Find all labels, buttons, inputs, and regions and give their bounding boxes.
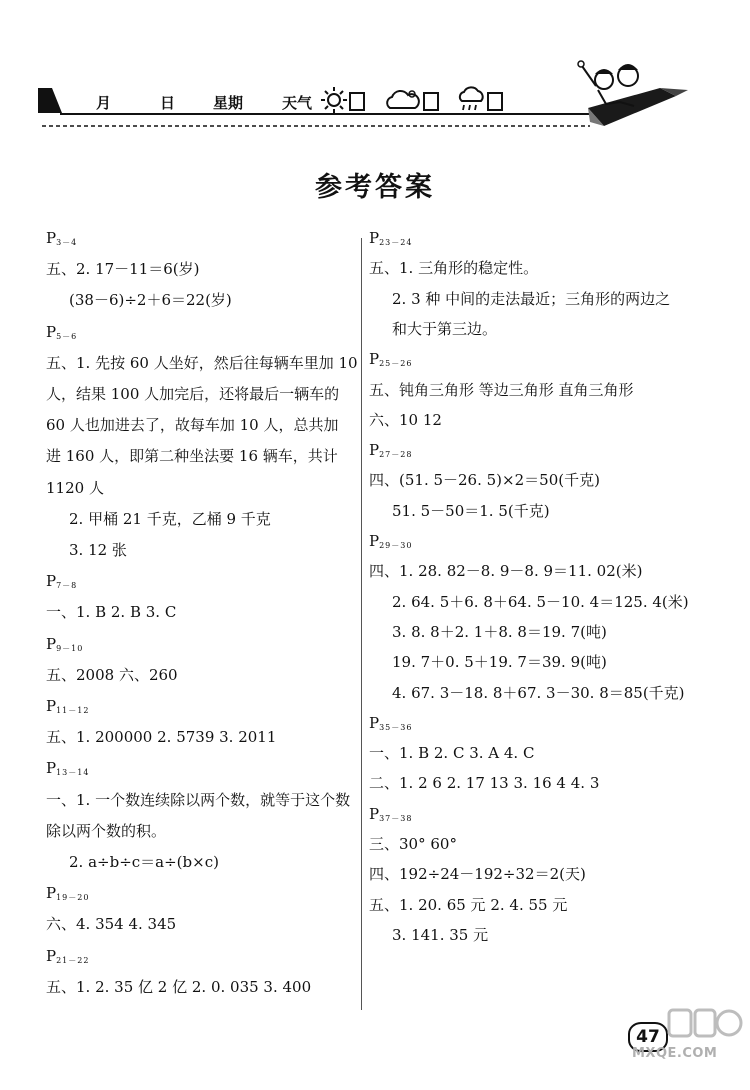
page-ref-letter: P [46,229,57,247]
page-ref-label [369,804,412,824]
page-ref-range: 13－14 [56,768,90,778]
page-ref-range: 5－6 [56,331,78,341]
page-number: 47 [628,1022,668,1052]
answer-line: 五、2008 六、260 [46,665,178,684]
page-ref-label [369,349,412,369]
cloud-checkbox[interactable] [423,92,439,111]
answer-line: 四、192÷24－192÷32＝2(天) [369,865,586,884]
page-ref-range: 21－22 [56,955,90,965]
page-ref-label [46,571,77,591]
page-ref-label [46,946,89,966]
answer-line: 2. 甲桶 21 千克，乙桶 9 千克 [69,509,271,528]
page-ref-letter: P [369,713,380,732]
page-ref-label [369,228,412,248]
month-label: 月 [96,94,112,112]
page-ref-label [369,531,412,551]
page-ref-letter: P [46,946,57,965]
answer-line: (38－6)÷2＋6＝22(岁) [69,291,232,310]
answer-line: 除以两个数的积。 [46,821,167,840]
page-ref-label [46,634,83,654]
page-ref-range: 35－36 [379,722,413,732]
page-ref-range: 9－10 [56,643,84,653]
answer-line: 3. 8. 8＋2. 1＋8. 8＝19. 7(吨) [392,622,607,641]
watermark-logo [665,1004,745,1044]
page-ref-letter: P [369,350,380,369]
pencil-kids-illustration [578,61,688,126]
page-ref-letter: P [369,441,380,460]
answer-line: 4. 67. 3－18. 8＋67. 3－30. 8＝85(千克) [392,683,685,702]
answer-line: 二、1. 2 6 2. 17 13 3. 16 4 4. 3 [369,774,600,793]
page-ref-letter: P [46,322,57,341]
answer-line: 四、(51. 5－26. 5)×2＝50(千克) [369,471,600,490]
answer-line: 60 人也加进去了，故每车加 10 人，总共加 [46,416,339,435]
page-ref-range: 3－4 [56,238,78,247]
answer-line: 一、1. B 2. B 3. C [46,603,177,622]
page-ref-letter: P [46,634,57,653]
answer-line: 3. 141. 35 元 [392,925,489,944]
page-ref-letter: P [369,804,380,823]
answer-line: 五、2. 17－11＝6(岁) [46,260,200,279]
page-ref-letter: P [46,884,57,903]
page-ref-label [369,713,412,733]
answer-line: 三、30° 60° [369,835,457,853]
answer-line: 一、1. 一个数连续除以两个数，就等于这个数 [46,790,351,809]
page-ref-range: 29－30 [379,541,413,550]
page-ref-label [46,696,89,716]
answer-line: 四、1. 28. 82－8. 9－8. 9＝11. 02(米) [369,562,643,581]
page-ref-letter: P [46,572,57,591]
page-ref-label [46,883,89,903]
answer-line: 六、10 12 [369,410,442,429]
page-ref-range: 25－26 [379,359,413,369]
answer-line: 进 160 人，即第二种坐法要 16 辆车，共计 [46,447,338,466]
day-label: 日 [160,94,176,112]
weather-label: 天气 [282,94,313,112]
answer-line: 3. 12 张 [69,541,127,559]
answer-line: 51. 5－50＝1. 5(千克) [392,501,550,520]
answer-line: 2. 64. 5＋6. 8＋64. 5－10. 4＝125. 4(米) [392,592,689,611]
sun-icon [320,86,348,114]
sun-checkbox[interactable] [349,92,365,111]
answer-line: 2. 3 种 中间的走法最近；三角形的两边之 [392,289,671,308]
page-ref-range: 23－24 [379,238,413,247]
page-ref-range: 11－12 [56,706,90,715]
page-ref-label [46,758,89,778]
rain-checkbox[interactable] [487,92,503,111]
page-ref-range: 19－20 [56,893,90,903]
answer-line: 五、1. 200000 2. 5739 3. 2011 [46,728,277,747]
answer-line: 人，结果 100 人加完后，还将最后一辆车的 [46,385,340,403]
answer-line: 一、1. B 2. C 3. A 4. C [369,744,535,763]
page-ref-label [46,322,77,342]
weekday-label: 星期 [213,94,244,112]
page-ref-range: 37－38 [379,813,413,823]
answer-line: 五、1. 先按 60 人坐好，然后往每辆车里加 10 [46,353,358,372]
cloud-icon [383,88,421,112]
answer-line: 1120 人 [46,478,104,497]
page-ref-label [46,228,77,248]
page-ref-label [369,440,412,460]
answer-line: 五、1. 三角形的稳定性。 [369,259,539,278]
page-ref-range: 7－8 [56,581,78,591]
column-divider [361,238,362,1010]
page-ref-range: 27－28 [379,450,413,460]
page-title: 参考答案 [315,172,435,203]
answer-line: 五、1. 2. 35 亿 2 亿 2. 0. 035 3. 400 [46,977,312,996]
answer-line: 六、4. 354 4. 345 [46,915,177,934]
page-ref-letter: P [46,759,57,778]
rain-icon [456,86,486,114]
answer-line: 2. a÷b÷c＝a÷(b×c) [69,853,219,871]
page-ref-letter: P [46,697,57,715]
answer-line: 五、1. 20. 65 元 2. 4. 55 元 [369,895,568,914]
page-ref-letter: P [369,532,380,550]
answer-line: 19. 7＋0. 5＋19. 7＝39. 9(吨) [392,653,607,672]
watermark-text: MXQE.COM [632,1046,718,1061]
page-header [0,0,750,140]
page-ref-letter: P [369,229,380,247]
answer-line: 和大于第三边。 [392,319,498,338]
answer-line: 五、钝角三角形 等边三角形 直角三角形 [369,380,634,399]
header-band [0,0,750,140]
